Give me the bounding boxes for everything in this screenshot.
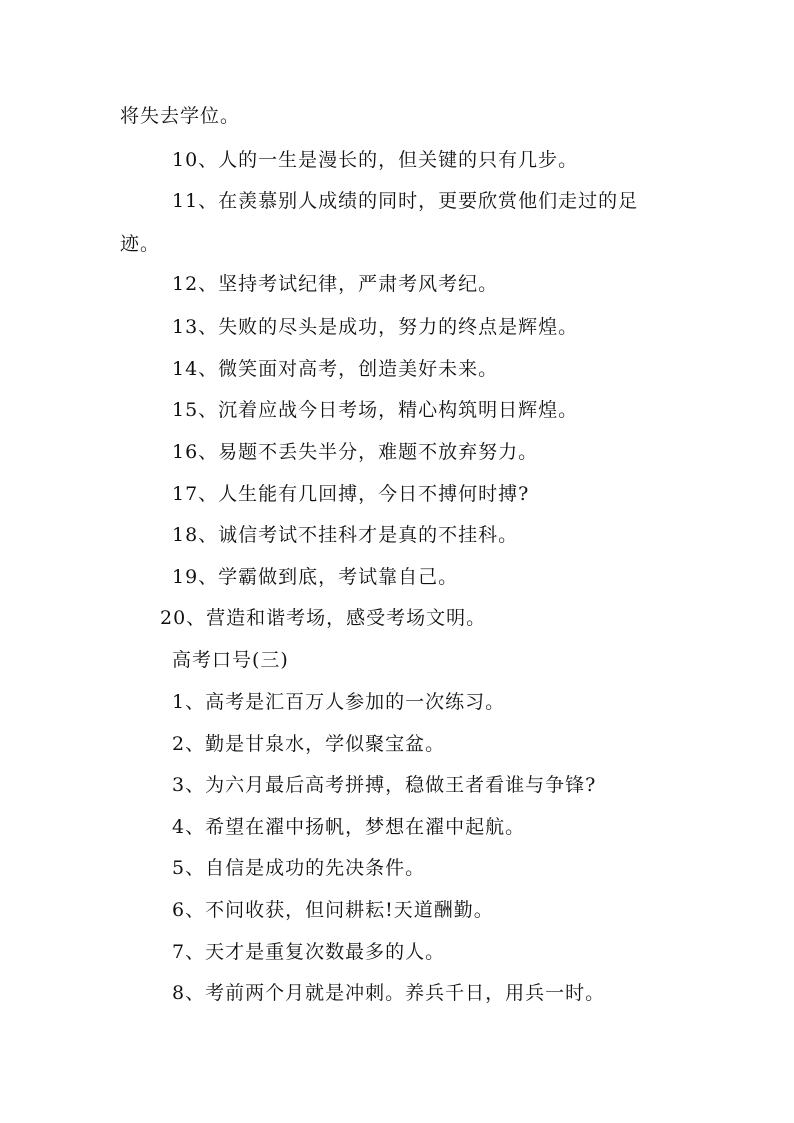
text-line-10: 17、人生能有几回搏，今日不搏何时搏? bbox=[172, 483, 530, 505]
text-line-3: 11、在羡慕别人成绩的同时，更要欣赏他们走过的足 bbox=[172, 190, 639, 212]
text-line-7: 14、微笑面对高考，创造美好未来。 bbox=[172, 358, 499, 380]
text-line-11: 18、诚信考试不挂科才是真的不挂科。 bbox=[172, 524, 519, 546]
text-line-21: 7、天才是重复次数最多的人。 bbox=[172, 941, 446, 963]
text-line-8: 15、沉着应战今日考场，精心构筑明日辉煌。 bbox=[172, 399, 579, 421]
section-heading: 高考口号(三) bbox=[172, 649, 289, 671]
text-line-1: 将失去学位。 bbox=[120, 105, 241, 127]
text-line-16: 2、勤是甘泉水，学似聚宝盆。 bbox=[172, 733, 446, 755]
text-line-19: 5、自信是成功的先决条件。 bbox=[172, 857, 426, 879]
text-line-15: 1、高考是汇百万人参加的一次练习。 bbox=[172, 691, 506, 713]
text-line-17: 3、为六月最后高考拼搏，稳做王者看谁与争锋? bbox=[172, 774, 597, 796]
text-line-13: 20、营造和谐考场，感受考场文明。 bbox=[160, 607, 487, 629]
text-line-5: 12、坚持考试纪律，严肃考风考纪。 bbox=[172, 273, 499, 295]
text-line-18: 4、希望在濯中扬帆，梦想在濯中起航。 bbox=[172, 816, 526, 838]
text-line-6: 13、失败的尽头是成功，努力的终点是辉煌。 bbox=[172, 316, 579, 338]
text-line-4: 迹。 bbox=[120, 233, 161, 255]
text-line-20: 6、不问收获，但问耕耘!天道酬勤。 bbox=[172, 899, 494, 921]
text-line-12: 19、学霸做到底，考试靠自己。 bbox=[172, 566, 459, 588]
text-line-2: 10、人的一生是漫长的，但关键的只有几步。 bbox=[172, 149, 579, 171]
text-line-22: 8、考前两个月就是冲刺。养兵千日，用兵一时。 bbox=[172, 982, 606, 1004]
text-line-9: 16、易题不丢失半分，难题不放弃努力。 bbox=[172, 441, 539, 463]
